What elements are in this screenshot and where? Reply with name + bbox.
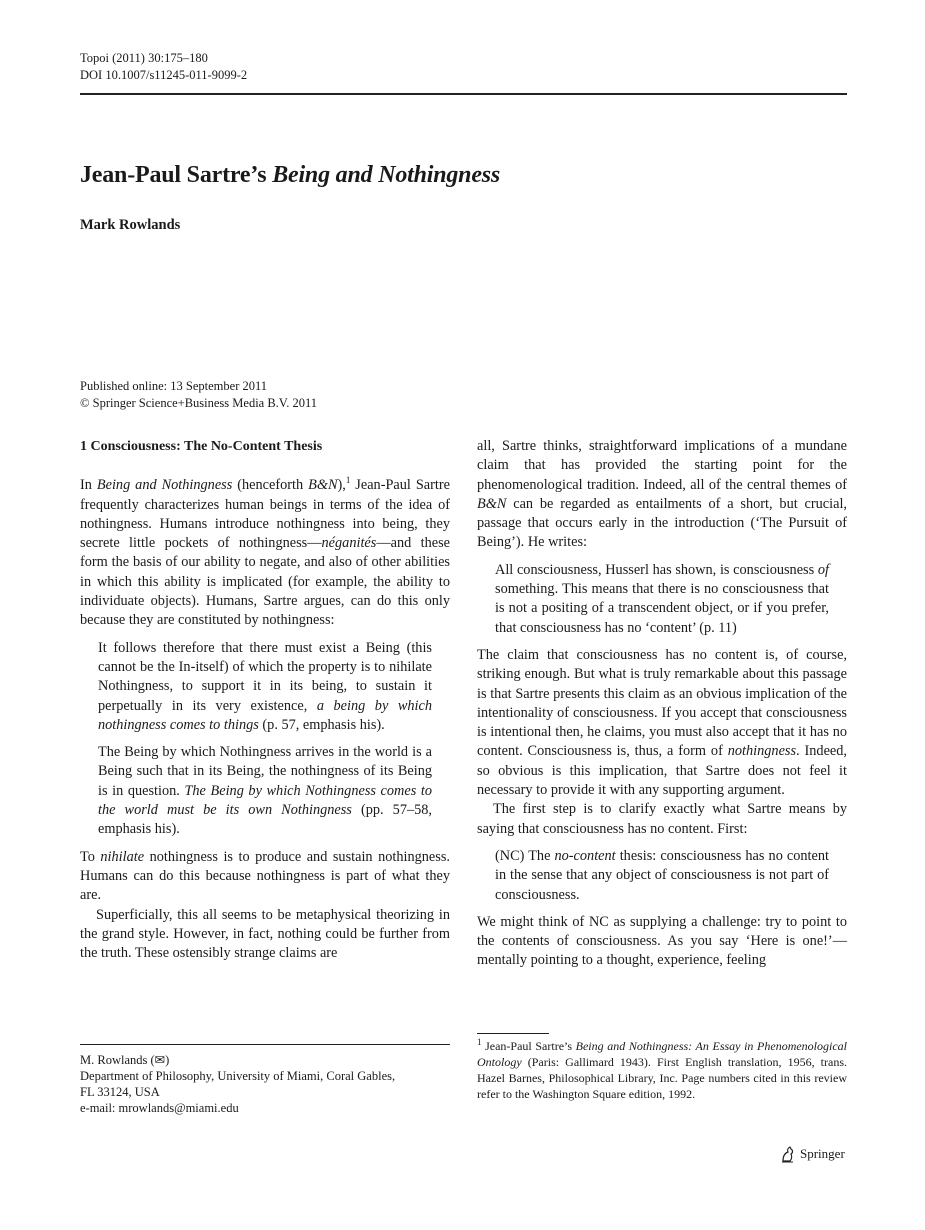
paragraph: The first step is to clarify exactly what Sartre means by saying that consciousness has no content. First: [477,801,847,837]
paragraph: We might think of NC as supplying a challenge: try to point to the contents of consciousness. As you say ‘Here is one!’—mentally pointing to a thought, experience, feeling [477,913,847,969]
author-name: Mark Rowlands [80,217,181,233]
article-title: Jean-Paul Sartre’s Being and Nothingness [80,162,501,188]
springer-horse-icon [780,1145,795,1163]
publication-info [80,378,317,412]
block-quote: It follows therefore that there must exist a Being (this cannot be the In-itself) of which the property is to nihilate Nothingness, to support it in its being, to sustain it perpetually in its very existence, a being by which nothingness comes to things (p. 57, emphasis his). [98,639,432,733]
paragraph: In Being and Nothingness (henceforth B&N),$^1$ Jean-Paul Sartre frequently characterizes human beings in terms of the idea of nothingness. Humans introduce nothingness into being, they secrete little pockets of nothingness—néganités—and these form the basis of our ability to negate, and also of other abilities in which this ability is implicated (for example, the ability to individuate objects). Humans, Sartre argues, can do this only because they are constituted by nothingness: [80,475,451,629]
publisher-logo [780,1145,845,1163]
author-affiliation [80,1044,450,1116]
journal-header [80,50,247,84]
block-quote: The Being by which Nothingness arrives in the world is a Being such that in its Being, the nothingness of its Being is in question. The Being by which Nothingness comes to the world must be its own Nothingness (pp. 57–58, emphasis his). [98,744,432,838]
footnote-ref: 1 [345,475,351,486]
right-column [477,437,847,971]
paragraph: To nihilate nothingness is to produce and sustain nothingness. Humans can do this because nothingness is part of what they are. [80,848,450,904]
paragraph: all, Sartre thinks, straightforward implications of a mundane claim that has provided the starting point for the phenomenological tradition. Indeed, all of the central themes of B&N can be regarded as entailments of a short, but crucial, passage that occurs early in the introduction (‘The Pursuit of Being’). He writes: [477,438,847,551]
address: FL 33124, USA [80,1085,160,1099]
envelope-icon: ✉ [154,1053,166,1067]
doi: DOI 10.1007/s11245-011-9099-2 [80,68,248,82]
section-heading: 1 Consciousness: The No-Content Thesis [80,439,323,454]
published-online: Published online: 13 September 2011 [80,379,268,393]
journal-citation: Topoi (2011) 30:175–180 [80,51,208,65]
publisher-name: Springer [800,1146,845,1161]
block-quote: All consciousness, Husserl has shown, is consciousness of something. This means that there is no consciousness that is not a positing of a transcendent object, or if you prefer, that consciousness has no ‘content’ (p. 11) [495,561,829,636]
block-quote: (NC) The no-content thesis: consciousness has no content in the sense that any object of consciousness is not part of consciousness. [495,847,829,903]
corresponding-author: M. Rowlands (✉) [80,1053,170,1067]
left-column [80,437,450,963]
copyright: © Springer Science+Business Media B.V. 2011 [80,396,318,410]
footnote-rule [477,1033,549,1034]
footnote: $^1$ Jean-Paul Sartre’s Being and Nothingness: An Essay in Phenomenological Ontology (Paris: Gallimard 1943). First English translation, 1956, trans. Hazel Barnes, Philosophical Library, Inc. Page numbers cited in this review refer to the Washington Square edition, 1992. [477,1037,848,1101]
paragraph: Superficially, this all seems to be metaphysical theorizing in the grand style. However, in fact, nothing could be further from the truth. These ostensibly strange claims are [80,906,450,962]
department: Department of Philosophy, University of Miami, Coral Gables, [80,1069,396,1083]
email[interactable]: e-mail: mrowlands@miami.edu [80,1101,239,1115]
header-rule [80,93,847,95]
paragraph: The claim that consciousness has no content is, of course, striking enough. But what is truly remarkable about this passage is that Sartre presents this claim as an obvious implication of the intentionality of consciousness. If you accept that consciousness is intentional then, he claims, you must also accept that it has no content. Consciousness is, thus, a form of nothingness. Indeed, so obvious is this implication, that Sartre does not feel it necessary to provide it with any supporting argument. [477,646,847,799]
